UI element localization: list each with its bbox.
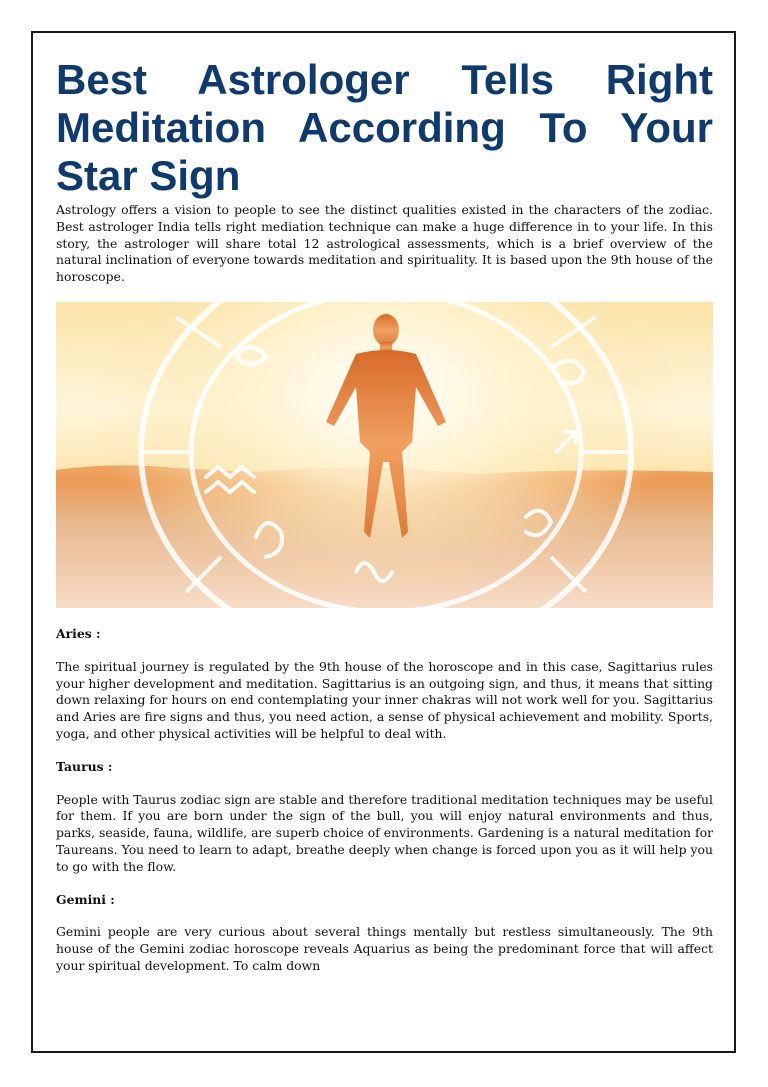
- section-heading-gemini: Gemini :: [56, 891, 115, 907]
- section-heading-taurus: Taurus :: [56, 758, 113, 774]
- hero-image-icon: [56, 302, 713, 608]
- section-body-aries: The spiritual journey is regulated by the 9th house of the horoscope and in this case, Sagittarius rules your higher development and meditation. Sagittarius is an outgoing sign, and thus, it means that sitting down relaxing for hours on end contemplating your inner chakras will not work well for you. Sagittarius and Aries are fire signs and thus, you need action, a sense of physical achievement and mobility. Sports, yoga, and other physical activities will be helpful to deal with.: [56, 658, 713, 741]
- page-title: Best Astrologer Tells Right Meditation According To Your Star Sign: [56, 56, 713, 199]
- section-body-gemini: Gemini people are very curious about several things mentally but restless simultaneously. The 9th house of the Gemini zodiac horoscope reveals Aquarius as being the predominant force that will affect your spiritual development. To calm down: [56, 924, 713, 973]
- zodiac-meditation-illustration: [56, 302, 713, 608]
- section-heading-aries: Aries :: [56, 625, 101, 641]
- document-content: [56, 56, 713, 975]
- section-body-taurus: People with Taurus zodiac sign are stable and therefore traditional meditation techniques may be useful for them. If you are born under the sign of the bull, you will enjoy natural environments and thus, parks, seaside, fauna, wildlife, are superb choice of environments. Gardening is a natural meditation for Taureans. You need to learn to adapt, breathe deeply when change is forced upon you as it will help you to go with the flow.: [56, 791, 713, 874]
- intro-paragraph: Astrology offers a vision to people to see the distinct qualities existed in the characters of the zodiac. Best astrologer India tells right mediation technique can make a huge difference in to your life. In this story, the astrologer will share total 12 astrological assessments, which is a brief overview of the natural inclination of everyone towards meditation and spirituality. It is based upon the 9th house of the horoscope.: [56, 202, 713, 285]
